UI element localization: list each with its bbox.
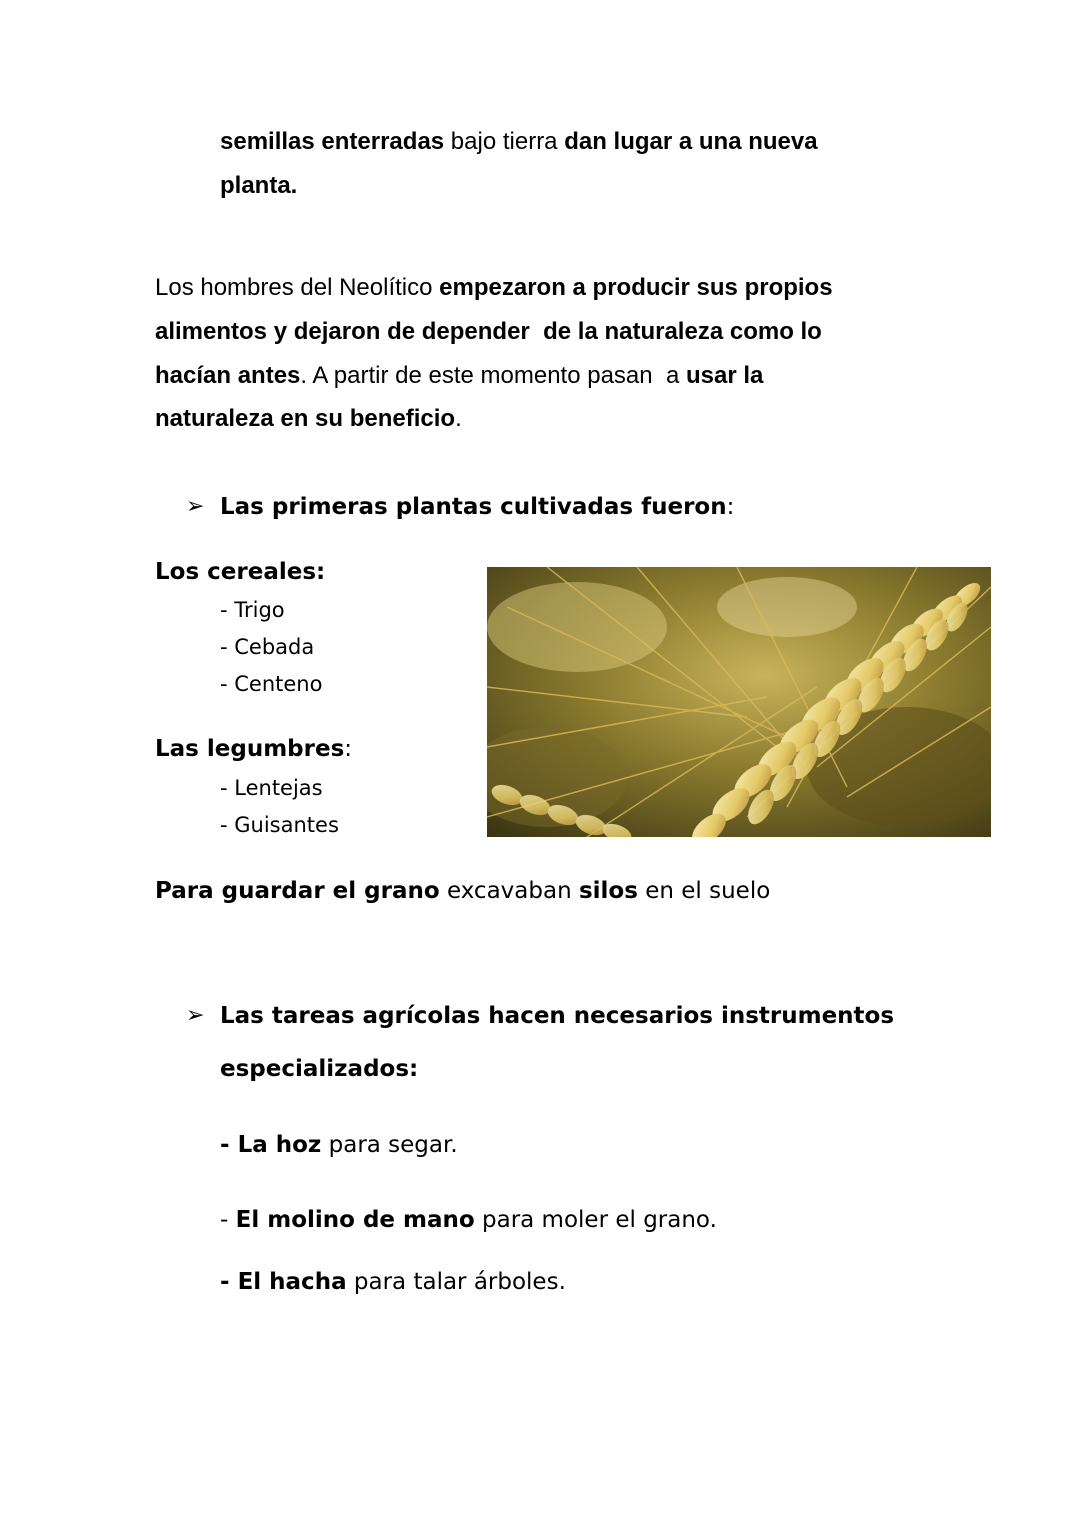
cereals-title bbox=[155, 559, 325, 585]
intro-line-2 bbox=[220, 172, 297, 200]
neolithic-text-4b: . bbox=[455, 405, 462, 432]
tools-heading-text-2: especializados: bbox=[220, 1056, 419, 1082]
tool-item bbox=[220, 1269, 566, 1295]
tool-dash: - bbox=[220, 1132, 238, 1158]
tool-name: El molino de mano bbox=[235, 1207, 475, 1233]
tools-heading-line-1 bbox=[220, 1003, 894, 1029]
legumes-title-text: Las legumbres bbox=[155, 736, 345, 762]
tool-desc: para segar. bbox=[321, 1132, 458, 1158]
first-plants-heading-text: Las primeras plantas cultivadas fueron bbox=[220, 494, 727, 520]
neolithic-text-3c: usar la bbox=[685, 362, 764, 389]
storage-sentence bbox=[155, 878, 770, 904]
tools-heading-line-2 bbox=[220, 1056, 418, 1082]
storage-text-b: excavaban bbox=[439, 878, 579, 904]
tool-name: El hacha bbox=[237, 1269, 347, 1295]
intro-bold-planta: planta. bbox=[220, 172, 298, 199]
cereal-item: - Cebada bbox=[220, 635, 315, 659]
neolithic-text-2: alimentos y dejaron de depender de la naturaleza como lo bbox=[155, 318, 822, 345]
neolithic-text-1a: Los hombres del Neolítico bbox=[155, 274, 440, 301]
neolithic-text-3b: . A partir de este momento pasan a bbox=[300, 362, 686, 389]
legume-item: - Guisantes bbox=[220, 813, 339, 837]
neolithic-line-1 bbox=[155, 274, 833, 302]
wheat-ears-illustration bbox=[487, 567, 991, 837]
tool-item bbox=[220, 1207, 717, 1233]
tool-dash: - bbox=[220, 1269, 238, 1295]
intro-bold-1: semillas enterradas bbox=[220, 128, 445, 155]
storage-text-d: en el suelo bbox=[637, 878, 771, 904]
cereal-item: - Trigo bbox=[220, 598, 285, 622]
neolithic-line-3 bbox=[155, 362, 763, 390]
intro-bold-3: dan lugar a una nueva bbox=[564, 128, 818, 155]
cereal-item: - Centeno bbox=[220, 672, 323, 696]
legume-item: - Lentejas bbox=[220, 776, 323, 800]
intro-line-1 bbox=[220, 128, 818, 156]
cereals-title-text: Los cereales: bbox=[155, 559, 326, 585]
neolithic-text-3a: hacían antes bbox=[155, 362, 301, 389]
storage-text-a: Para guardar el grano bbox=[155, 878, 440, 904]
neolithic-line-4 bbox=[155, 405, 462, 433]
first-plants-heading bbox=[220, 494, 734, 520]
tool-dash: - bbox=[220, 1207, 236, 1233]
tool-name: La hoz bbox=[237, 1132, 322, 1158]
arrow-bullet-icon: ➢ bbox=[186, 1003, 205, 1028]
first-plants-colon: : bbox=[726, 494, 735, 520]
legumes-title bbox=[155, 736, 352, 762]
tool-desc: para talar árboles. bbox=[346, 1269, 566, 1295]
wheat-ears-photo bbox=[487, 567, 991, 837]
tool-desc: para moler el grano. bbox=[474, 1207, 717, 1233]
arrow-bullet-icon: ➢ bbox=[186, 494, 205, 519]
storage-text-c: silos bbox=[578, 878, 638, 904]
neolithic-text-1b: empezaron a producir sus propios bbox=[439, 274, 833, 301]
intro-text-2: bajo tierra bbox=[444, 128, 565, 155]
legumes-colon: : bbox=[344, 736, 353, 762]
tool-item bbox=[220, 1132, 458, 1158]
neolithic-line-2 bbox=[155, 318, 822, 346]
tools-heading-text-1: Las tareas agrícolas hacen necesarios instrumentos bbox=[220, 1003, 895, 1029]
neolithic-text-4a: naturaleza en su beneficio bbox=[155, 405, 456, 432]
